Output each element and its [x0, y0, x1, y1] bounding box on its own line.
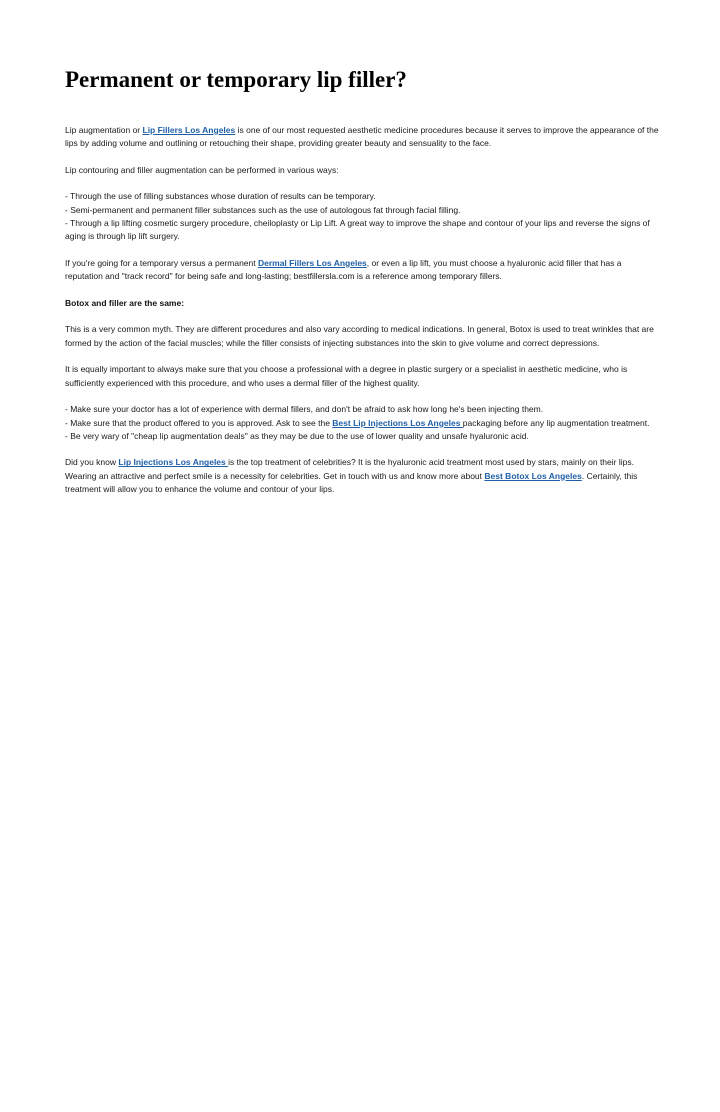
temporary-vs-permanent-paragraph — [65, 257, 659, 284]
temp-text-pre: If you're going for a temporary versus a permanent — [65, 257, 258, 268]
dermal-fillers-link[interactable]: Dermal Fillers Los Angeles — [257, 257, 367, 268]
celebrity-paragraph — [65, 456, 659, 496]
intro-paragraph — [65, 124, 659, 151]
intro-text-pre: Lip augmentation or — [65, 125, 143, 135]
intro-text-post: is one of our most requested aesthetic medicine procedures because it serves to improve the appearance of the lips by adding volume and outlining or retouching their shape, providing greater beauty and sensuality to the face. — [65, 125, 659, 149]
list-item-lip-lift: - Through a lip lifting cosmetic surgery procedure, cheiloplasty or Lip Lift. A great way to improve the shape and contour of your lips and reverse the signs of aging is through lip lift surgery. — [65, 218, 650, 242]
page-title: Permanent or temporary lip filler? — [65, 67, 407, 92]
list-item-semi-permanent: - Semi-permanent and permanent filler substances such as the use of autologous fat through facial filling. — [65, 204, 461, 215]
tip-cheap-deals: - Be very wary of "cheap lip augmentation deals" as they may be due to the use of lower quality and unsafe hyaluronic acid. — [65, 430, 529, 441]
tip-approved-product — [65, 417, 659, 430]
botox-filler-heading: Botox and filler are the same: — [65, 297, 185, 308]
tip-approved-post: packaging before any lip augmentation treatment. — [462, 417, 650, 428]
best-botox-link[interactable]: Best Botox Los Angeles — [484, 470, 582, 481]
tip-experience: - Make sure your doctor has a lot of experience with dermal fillers, and don't be afraid to ask how long he's been injecting them. — [65, 404, 544, 415]
list-item-temporary: - Through the use of filling substances whose duration of results can be temporary. — [65, 191, 376, 202]
methods-paragraph: Lip contouring and filler augmentation can be performed in various ways: — [65, 164, 339, 175]
best-lip-injections-link[interactable]: Best Lip Injections Los Angeles — [332, 417, 463, 428]
celebrity-text-post: . Certainly, this treatment will allow you to enhance the volume and contour of your lips. — [65, 470, 638, 495]
lip-fillers-link[interactable]: Lip Fillers Los Angeles — [142, 125, 236, 135]
professional-paragraph: It is equally important to always make sure that you choose a professional with a degree in plastic surgery or a specialist in aesthetic medicine, who is sufficiently experienced with this procedure, and who uses a dermal filler of the highest quality. — [65, 364, 628, 388]
article-body — [65, 124, 659, 510]
celebrity-text-mid: is the top treatment of celebrities? It is the hyaluronic acid treatment most used by stars, mainly on their lips. Wearing an attractive and perfect smile is a necessity for celebrities. Get in touch with us and know more about — [65, 457, 634, 481]
temp-text-post: , or even a lip lift, you must choose a hyaluronic acid filler that has a reputation and "track record" for being safe and long-lasting; bestfillersla.com is a reference among temporary fillers. — [65, 257, 622, 282]
myth-paragraph: This is a very common myth. They are different procedures and also vary according to medical indications. In general, Botox is used to treat wrinkles that are formed by the action of the facial muscles; while the filler consists of injecting substances into the skin to give volume and correct depressions. — [65, 324, 654, 348]
tip-approved-pre: - Make sure that the product offered to you is approved. Ask to see the — [65, 417, 333, 428]
celebrity-text-pre: Did you know — [65, 457, 119, 468]
lip-injections-link[interactable]: Lip Injections Los Angeles — [118, 457, 229, 468]
section-heading — [65, 297, 659, 310]
